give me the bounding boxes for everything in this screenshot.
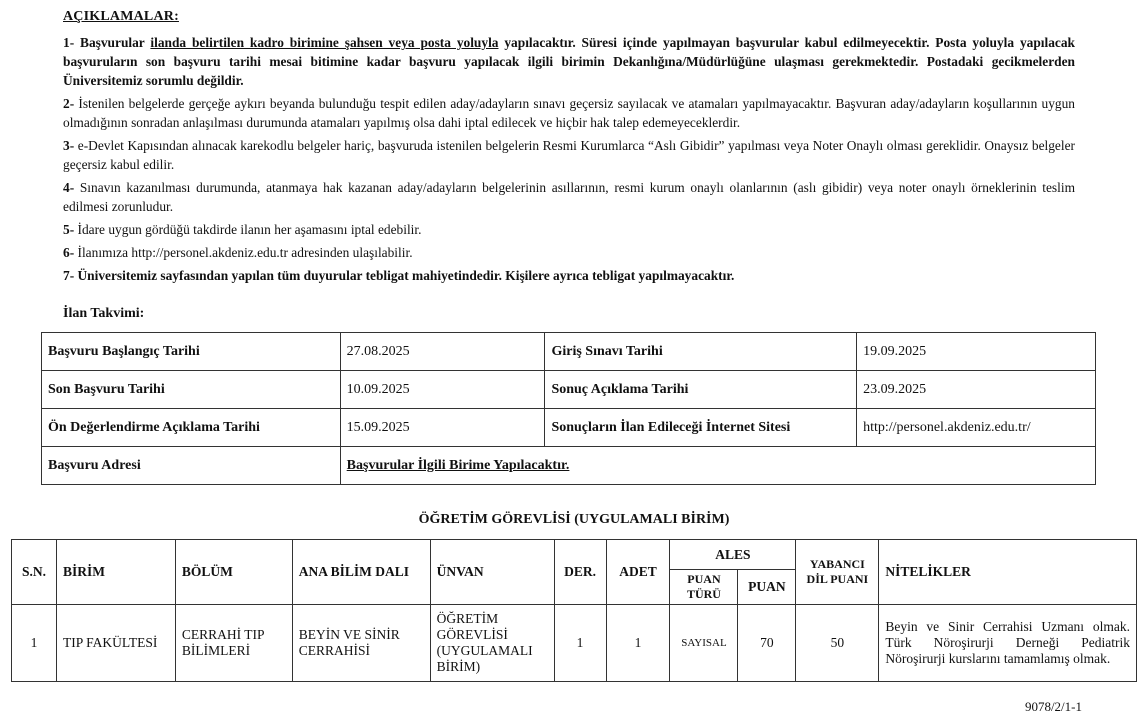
document-reference: 9078/2/1-1: [1024, 699, 1082, 714]
note-1-underlined: ilanda belirtilen kadro birimine şahsen veya posta yoluyla: [150, 35, 499, 50]
note-6: 6- İlanımıza http://personel.akdeniz.edu.tr adresinden ulaşılabilir.: [63, 245, 413, 260]
header-bolum: BÖLÜM: [175, 540, 292, 605]
schedule-row: [42, 333, 1096, 371]
header-sn: S.N.: [12, 540, 57, 605]
table-row: [12, 605, 1137, 682]
cell-adet: 1: [606, 605, 670, 682]
schedule-value: 27.08.2025: [340, 333, 545, 371]
header-yabanci-dil: YABANCI DİL PUANI: [796, 540, 879, 605]
application-address: Başvurular İlgili Birime Yapılacaktır.: [340, 447, 1095, 485]
note-4: 4- Sınavın kazanılması durumunda, atanmaya hak kazanan aday/adayların belgelerinin asıllarının, resmi kurum onaylı olanlarının (aslı gibidir) veya noter onaylı örneklerinin teslim edilmesi zorunludur.: [63, 180, 1075, 214]
cell-sn: 1: [12, 605, 57, 682]
schedule-key: Ön Değerlendirme Açıklama Tarihi: [42, 409, 341, 447]
schedule-value: 19.09.2025: [857, 333, 1096, 371]
schedule-value: 23.09.2025: [857, 371, 1096, 409]
schedule-value: 15.09.2025: [340, 409, 545, 447]
schedule-row: [42, 447, 1096, 485]
header-puan: PUAN: [738, 570, 796, 605]
cell-puan-turu: SAYISAL: [670, 605, 738, 682]
header-ales: ALES: [670, 540, 796, 570]
cell-bolum: CERRAHİ TIP BİLİMLERİ: [175, 605, 292, 682]
schedule-table: [41, 332, 1096, 485]
note-3: 3- e-Devlet Kapısından alınacak karekodlu belgeler hariç, başvuruda istenilen belgelerin Resmi Kurumlarca “Aslı Gibidir” yapılması veya Noter Onaylı olması gereklidir. Onaysız belgeler geçersiz kabul edilir.: [63, 138, 1075, 172]
header-row: [12, 540, 1137, 570]
header-puan-turu: PUAN TÜRÜ: [670, 570, 738, 605]
note-7: 7- Üniversitemiz sayfasından yapılan tüm duyurular tebligat mahiyetindedir. Kişilere ayrıca tebligat yapılmayacaktır.: [63, 268, 735, 283]
section-title: ÖĞRETİM GÖREVLİSİ (UYGULAMALI BİRİM): [418, 512, 730, 527]
schedule-value: 10.09.2025: [340, 371, 545, 409]
notes-section: [63, 33, 1075, 289]
positions-table: [11, 539, 1137, 682]
header-nitelikler: NİTELİKLER: [879, 540, 1137, 605]
schedule-key: Sonuçların İlan Edileceği İnternet Sitesi: [545, 409, 857, 447]
header-der: DER.: [554, 540, 606, 605]
schedule-key: Başvuru Başlangıç Tarihi: [42, 333, 341, 371]
schedule-key: Sonuç Açıklama Tarihi: [545, 371, 857, 409]
cell-ana-bilim-dali: BEYİN VE SİNİR CERRAHİSİ: [292, 605, 430, 682]
schedule-row: [42, 409, 1096, 447]
header-ana-bilim-dali: ANA BİLİM DALI: [292, 540, 430, 605]
header-adet: ADET: [606, 540, 670, 605]
schedule-key: Giriş Sınavı Tarihi: [545, 333, 857, 371]
schedule-key: Başvuru Adresi: [42, 447, 341, 485]
note-1: 1- Başvurular ilanda belirtilen kadro birimine şahsen veya posta yoluyla yapılacaktır. Süresi içinde yapılmayan başvurular kabul edilmeyecektir. Posta yoluyla yapılacak başvuruların son başvuru tarihi mesai bitimine kadar başvuru yapılacak ilgili birimin Dekanlığına/Müdürlüğüne ulaşması gerekmektedir. Postadaki gecikmelerden Üniversitemiz sorumlu değildir.: [63, 35, 1075, 88]
schedule-key: Son Başvuru Tarihi: [42, 371, 341, 409]
cell-birim: TIP FAKÜLTESİ: [56, 605, 175, 682]
header-unvan: ÜNVAN: [430, 540, 554, 605]
schedule-row: [42, 371, 1096, 409]
note-2: 2- İstenilen belgelerde gerçeğe aykırı beyanda bulunduğu tespit edilen aday/adayların sınavı geçersiz sayılacak ve atamaları yapılmayacaktır. Başvuran aday/adayların koşullarının uygun olmadığının sonradan anlaşılması durumunda atamaları yapılmış olsa dahi iptal edilecek ve hiçbir hak talep edemeyeceklerdir.: [63, 96, 1075, 130]
schedule-website: http://personel.akdeniz.edu.tr/: [857, 409, 1096, 447]
cell-yabanci-dil: 50: [796, 605, 879, 682]
cell-nitelikler: Beyin ve Sinir Cerrahisi Uzmanı olmak. Türk Nöroşirurji Derneği Pediatrik Nöroşirurji kurslarını tamamlamış olmak.: [879, 605, 1137, 682]
schedule-label: İlan Takvimi:: [63, 306, 145, 321]
header-birim: BİRİM: [56, 540, 175, 605]
cell-der: 1: [554, 605, 606, 682]
cell-unvan: ÖĞRETİM GÖREVLİSİ (UYGULAMALI BİRİM): [430, 605, 554, 682]
cell-puan: 70: [738, 605, 796, 682]
note-5: 5- İdare uygun gördüğü takdirde ilanın her aşamasını iptal edebilir.: [63, 222, 422, 237]
page-title: AÇIKLAMALAR:: [63, 9, 179, 24]
